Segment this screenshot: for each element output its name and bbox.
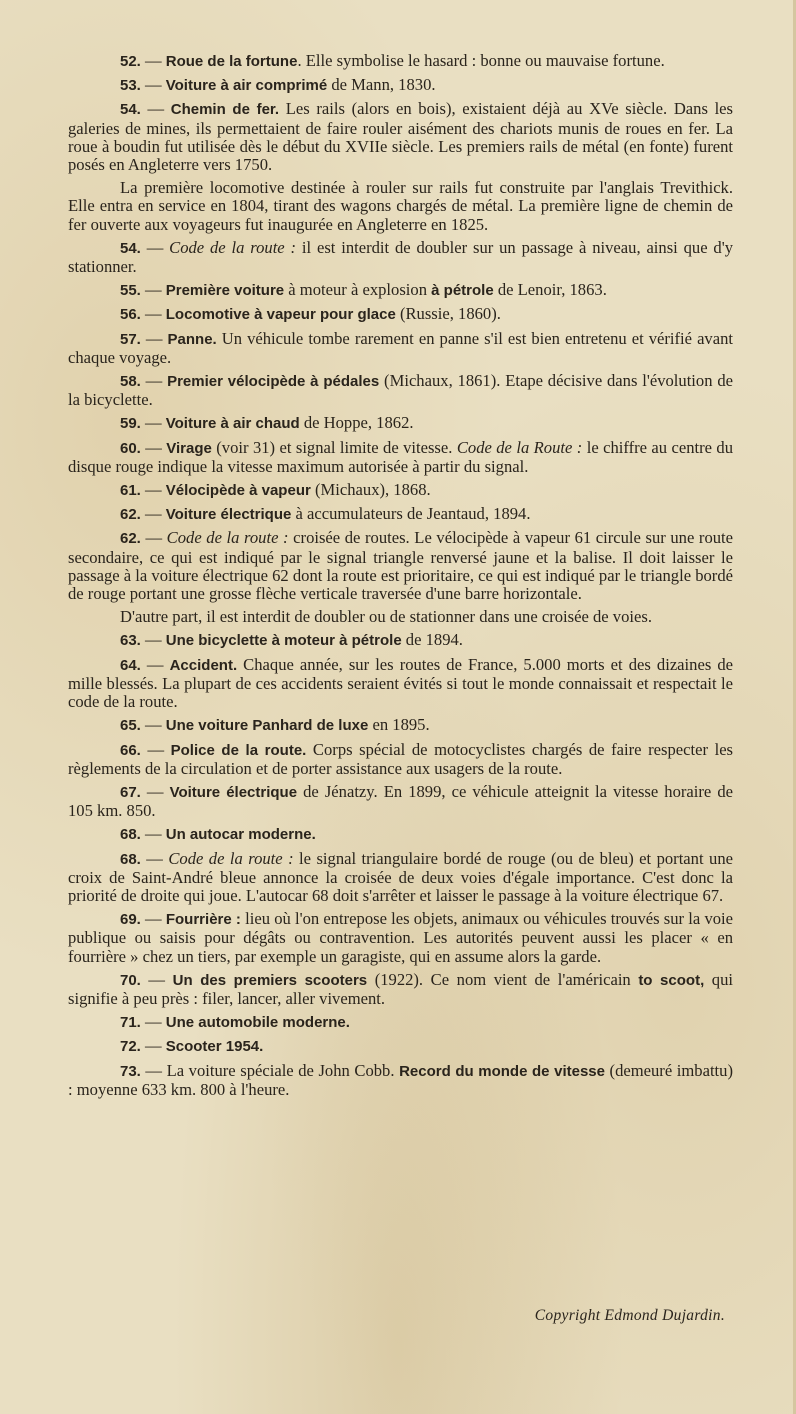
entry-number: 67. [120, 783, 141, 801]
entry-heading: Voiture électrique [165, 506, 292, 524]
entry-text: le signal triangulaire bordé de rouge (ou de bleu) et portant une croix de Saint-André bleue annonce la croisée de deux voies d'égale importance. C'est donc la priorité de droite qui joue. L'autocar 68 doit s'arrêter et laisser le passage à la voiture électrique 67. [68, 848, 733, 905]
entry-number: 62. [120, 506, 141, 524]
entry-item [68, 631, 733, 650]
entry-text: Les rails (alors en bois), existaient déjà au XVe siècle. Dans les galeries de mines, ils permettaient de faire rouler aisément des chariots munis de roues en fer. La roue à boudin fut utilisée dès le début du XVIIe siècle. Les premiers rails de métal (en fonte) furent posés en Angleterre vers 1750. [68, 99, 734, 175]
entry-dash: — [140, 280, 166, 300]
entry-dash: — [140, 504, 166, 524]
entry-number: 63. [120, 632, 141, 650]
entry-text: (Michaux, 1861). Etape décisive dans l'évolution de la bicyclette. [68, 371, 733, 410]
entry-text: de Jénatzy. En 1899, ce véhicule atteignit la vitesse horaire de 105 km. 850. [68, 781, 733, 821]
entry-text: (demeuré imbattu) : moyenne 633 km. 800 à l'heure. [68, 1060, 733, 1099]
entry-number: 58. [120, 373, 141, 391]
entry-text: de Mann, 1830. [327, 75, 436, 95]
entry-number: 73. [120, 1062, 141, 1080]
entry-dash: — [140, 437, 167, 457]
entry-dash: — [140, 848, 169, 868]
entry-dash: — [140, 1060, 167, 1080]
entry-item [68, 239, 733, 276]
entry-text: Corps spécial de motocyclistes chargés de faire respecter les règlements de la circulation et de porter assistance aux usagers de la route. [68, 739, 734, 778]
entry-item [68, 281, 733, 300]
entry-item [68, 481, 733, 500]
entry-heading: Panne. [167, 330, 217, 348]
entry-text: (voir 31) et signal limite de vitesse. [211, 437, 457, 457]
entry-heading: Scooter 1954. [165, 1038, 264, 1056]
entry-dash: — [140, 1012, 166, 1032]
entry-dash: — [140, 237, 170, 257]
entry-number: 60. [120, 439, 141, 457]
entry-number: 68. [120, 826, 141, 844]
entry-number: 70. [120, 971, 141, 989]
entry-text: de 1894. [401, 630, 463, 650]
entry-item [68, 529, 733, 603]
entry-heading: Locomotive à vapeur pour glace [165, 306, 396, 324]
entry-number: 52. [120, 53, 141, 70]
entry-text: (Russie, 1860). [395, 304, 501, 324]
entry-heading: Vélocipède à vapeur [165, 482, 311, 500]
entry-text: à moteur à explosion [284, 280, 432, 300]
entry-heading: Voiture à air comprimé [165, 77, 328, 95]
entry-item [68, 439, 733, 476]
entry-number: 56. [120, 306, 141, 324]
entry-italic-label: Code de la Route : [456, 437, 583, 457]
entry-item [68, 971, 733, 1008]
entry-dash: — [140, 715, 166, 735]
entry-item [68, 305, 733, 324]
entry-dash: — [140, 480, 166, 500]
entry-text: croisée de routes. Le vélocipède à vapeur 61 circule sur une route secondaire, ce qui est indiqué par le signal triangle renversé jaune et la balise. Il doit laisser le passage à la voiture électrique 62 dont la route est prioritaire, ce qui est indiqué par le triangle bordé de rouge portant une grosse flèche verticale traversée d'une barre horizontale. [68, 528, 734, 604]
entry-number: 71. [120, 1014, 141, 1032]
entry-italic-label: Code de la route : [169, 237, 297, 257]
entry-number: 72. [120, 1038, 141, 1056]
paragraph [68, 608, 733, 626]
entry-dash: — [140, 654, 170, 674]
entry-number: 68. [120, 850, 141, 868]
entry-item [68, 1013, 733, 1032]
entry-item [68, 783, 733, 820]
entry-heading: Police de la route. [170, 741, 307, 759]
entry-item [68, 910, 733, 966]
entry-heading: Voiture électrique [169, 783, 298, 801]
entry-item [68, 52, 733, 71]
copyright-line: Copyright Edmond Dujardin. [534, 1307, 725, 1324]
entry-item [68, 1037, 733, 1056]
entry-dash: — [140, 739, 171, 759]
entry-number: 53. [120, 77, 141, 95]
entry-text: de Hoppe, 1862. [299, 413, 414, 433]
paragraph [68, 179, 733, 234]
entry-dash: — [140, 1036, 166, 1056]
entry-dash: — [140, 413, 166, 433]
entry-dash: — [140, 528, 167, 548]
entry-dash: — [140, 51, 166, 70]
entry-item [68, 372, 733, 409]
entry-heading: Chemin de fer. [170, 101, 280, 119]
entry-number: 62. [120, 530, 141, 548]
entry-heading: Un autocar moderne. [165, 826, 316, 844]
entry-text: Chaque année, sur les routes de France, 5.000 morts et des dizaines de mille blessés. La plupart de ces accidents seraient évités si tout le monde connaissait et respectait le code de la route. [68, 654, 734, 712]
entry-number: 65. [120, 717, 141, 735]
entry-text: qui signifie à peu près : filer, lancer, aller vivement. [68, 969, 734, 1008]
paragraph-text: D'autre part, il est interdit de doubler ou de stationner dans une croisée de voies. [120, 607, 652, 627]
entry-heading: Un des premiers scooters [172, 971, 368, 989]
entry-text: (Michaux), 1868. [310, 480, 431, 500]
entry-item [68, 716, 733, 735]
entry-dash: — [140, 824, 166, 844]
entry-dash: — [140, 630, 166, 650]
entry-number: 59. [120, 415, 141, 433]
entry-item [68, 100, 733, 174]
entry-italic-label: Code de la route : [166, 528, 289, 548]
paragraph-bold-text: La première ligne de chemin de fer ouverte aux voyageurs fut inaugurée en Angleterre en 1825. [68, 196, 733, 234]
entry-number: 54. [120, 239, 141, 257]
entry-text: . Elle symbolise le hasard : bonne ou mauvaise fortune. [297, 51, 665, 70]
entry-heading: Fourrière : [165, 911, 241, 929]
entry-dash: — [140, 328, 168, 348]
entry-dash: — [140, 909, 166, 929]
entry-number: 55. [120, 282, 141, 300]
entry-heading: Première voiture [165, 282, 285, 300]
entry-number: 69. [120, 911, 141, 929]
entry-number: 61. [120, 482, 141, 500]
entry-bold-text: to scoot, [638, 971, 705, 989]
entry-text: (1922). Ce nom vient de l'américain [367, 969, 639, 989]
entry-heading: Une voiture Panhard de luxe [165, 717, 369, 735]
entry-text: de Lenoir, 1863. [493, 280, 607, 300]
entry-dash: — [140, 969, 173, 989]
entry-heading: Voiture à air chaud [165, 415, 300, 433]
paragraph-text: La première locomotive destinée à rouler sur rails fut construite par l'anglais Trevithick. Elle entra en service en 1804, tirant des wagons chargés de métal. [68, 178, 733, 216]
entry-text: à accumulateurs de Jeantaud, 1894. [291, 504, 531, 524]
entry-heading: Roue de la fortune [165, 53, 298, 70]
entry-number: 64. [120, 656, 141, 674]
entry-number: 54. [120, 101, 141, 119]
entry-text: il est interdit de doubler sur un passage à niveau, ainsi que d'y stationner. [68, 237, 734, 277]
entry-number: 66. [120, 741, 141, 759]
entry-item [68, 505, 733, 524]
entry-item [68, 741, 733, 778]
entry-number: 57. [120, 330, 141, 348]
entry-item [68, 850, 733, 906]
entry-dash: — [140, 75, 166, 95]
entry-text: lieu où l'on entrepose les objets, animaux ou véhicules trouvés sur la voie publique ou saisis pour dégâts ou contravention. Les autorités peuvent aussi les placer « en fourrière » chez un tiers, par exemple un garagiste, qui en assume alors la garde. [68, 909, 734, 966]
entry-dash: — [140, 781, 170, 801]
entry-heading: Une automobile moderne. [165, 1014, 350, 1032]
entry-item [68, 76, 733, 95]
entry-bold-text: Record du monde de vitesse [399, 1062, 605, 1080]
entry-dash: — [140, 371, 168, 391]
entry-item [68, 1062, 733, 1099]
entry-heading: Premier vélocipède à pédales [167, 373, 380, 391]
entry-heading: Une bicyclette à moteur à pétrole [165, 632, 402, 650]
entry-text: Un véhicule tombe rarement en panne s'il est bien entretenu et vérifié avant chaque voyage. [68, 328, 734, 367]
entry-dash: — [140, 99, 171, 119]
entry-text: La voiture spéciale de John Cobb. [166, 1060, 400, 1080]
entry-italic-label: Code de la route : [168, 848, 294, 868]
entries-list [68, 52, 733, 1104]
entry-item [68, 825, 733, 844]
entry-heading: Accident. [169, 656, 238, 674]
entry-item [68, 656, 733, 712]
entry-item [68, 414, 733, 433]
entry-bold-text: à pétrole [431, 282, 494, 300]
entry-item [68, 330, 733, 367]
entry-text: en 1895. [368, 715, 430, 735]
entry-heading: Virage [166, 439, 212, 457]
entry-text: le chiffre au centre du disque rouge indique la vitesse maximum autorisée à partir du signal. [68, 437, 734, 476]
entry-dash: — [140, 304, 166, 324]
